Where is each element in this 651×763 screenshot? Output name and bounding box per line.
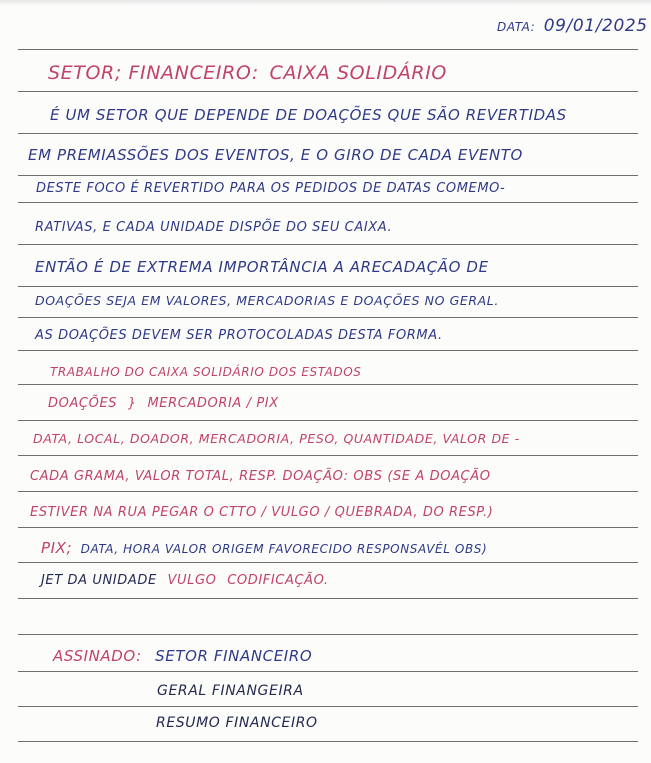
signature-line-2: GERAL FINANGEIRA: [157, 683, 304, 699]
jet-suffix: CODIFICAÇÃO.: [227, 573, 329, 588]
paragraph-line: EM PREMIASSÕES DOS EVENTOS, E O GIRO DE CADA EVENTO: [28, 146, 523, 164]
pix-fields-row: [41, 539, 487, 557]
paragraph-line: ENTÃO É DE EXTREMA IMPORTÂNCIA A ARECADAÇÃO DE: [35, 258, 489, 276]
signature-line-3: RESUMO FINANCEIRO: [156, 715, 318, 731]
goods-fields-line: DATA, LOCAL, DOADOR, MERCADORIA, PESO, QUANTIDADE, VALOR DE -: [33, 431, 520, 446]
ruled-line: [18, 562, 638, 563]
fund-name: CAIXA SOLIDÁRIO: [269, 62, 447, 84]
ruled-line: [18, 527, 638, 528]
paragraph-line: RATIVAS, E CADA UNIDADE DISPÕE DO SEU CAIXA.: [35, 220, 393, 235]
sector-name: FINANCEIRO:: [128, 62, 259, 84]
protocol-heading: TRABALHO DO CAIXA SOLIDÁRIO DOS ESTADOS: [50, 365, 362, 379]
jet-vulgo: VULGO: [167, 573, 217, 588]
ruled-line: [18, 91, 638, 92]
jet-prefix: JET DA UNIDADE: [41, 573, 157, 588]
ruled-line: [18, 350, 638, 351]
unit-jet-row: [41, 573, 329, 588]
date-value: 09/01/2025: [543, 16, 648, 36]
donations-brace: }: [127, 396, 137, 411]
signature-line-1: SETOR FINANCEIRO: [155, 647, 313, 665]
ruled-line: [18, 420, 638, 421]
ruled-line: [18, 671, 638, 672]
page-title: [48, 62, 447, 84]
signature-label: ASSINADO:: [53, 647, 142, 665]
ruled-line: [18, 741, 638, 742]
signature-row: [53, 647, 312, 665]
pix-label: PIX;: [41, 539, 73, 557]
ruled-line: [18, 175, 638, 176]
pix-fields: DATA, HORA VALOR ORIGEM FAVORECIDO RESPONSAVÉL OBS): [80, 542, 488, 556]
donations-types-row: [48, 396, 279, 411]
page-edge-shadow: [0, 0, 651, 6]
paragraph-line: É UM SETOR QUE DEPENDE DE DOAÇÕES QUE SÃO REVERTIDAS: [50, 106, 567, 124]
ruled-line: [18, 384, 638, 385]
paragraph-line: DOAÇÕES SEJA EM VALORES, MERCADORIAS E DOAÇÕES NO GERAL.: [35, 293, 499, 308]
paragraph-line: AS DOAÇÕES DEVEM SER PROTOCOLADAS DESTA FORMA.: [35, 328, 443, 343]
ruled-line: [18, 491, 638, 492]
ruled-line: [18, 244, 638, 245]
date-field: [497, 16, 648, 36]
ruled-line: [18, 706, 638, 707]
ruled-line: [18, 317, 638, 318]
donations-label: DOAÇÕES: [48, 396, 118, 411]
ruled-line: [18, 634, 638, 635]
ruled-line: [18, 286, 638, 287]
donations-types: MERCADORIA / PIX: [147, 396, 279, 411]
ruled-line: [18, 598, 638, 599]
ruled-line: [18, 49, 638, 50]
date-label: DATA:: [497, 20, 536, 34]
ruled-line: [18, 455, 638, 456]
sector-label: SETOR;: [48, 62, 122, 84]
paragraph-line: DESTE FOCO É REVERTIDO PARA OS PEDIDOS DE DATAS COMEMO-: [36, 181, 506, 196]
goods-fields-line: CADA GRAMA, VALOR TOTAL, RESP. DOAÇÃO: OBS (SE A DOAÇÃO: [30, 469, 491, 484]
ruled-line: [18, 202, 638, 203]
goods-fields-line: ESTIVER NA RUA PEGAR O CTTO / VULGO / QUEBRADA, DO RESP.): [30, 505, 494, 520]
ruled-line: [18, 133, 638, 134]
